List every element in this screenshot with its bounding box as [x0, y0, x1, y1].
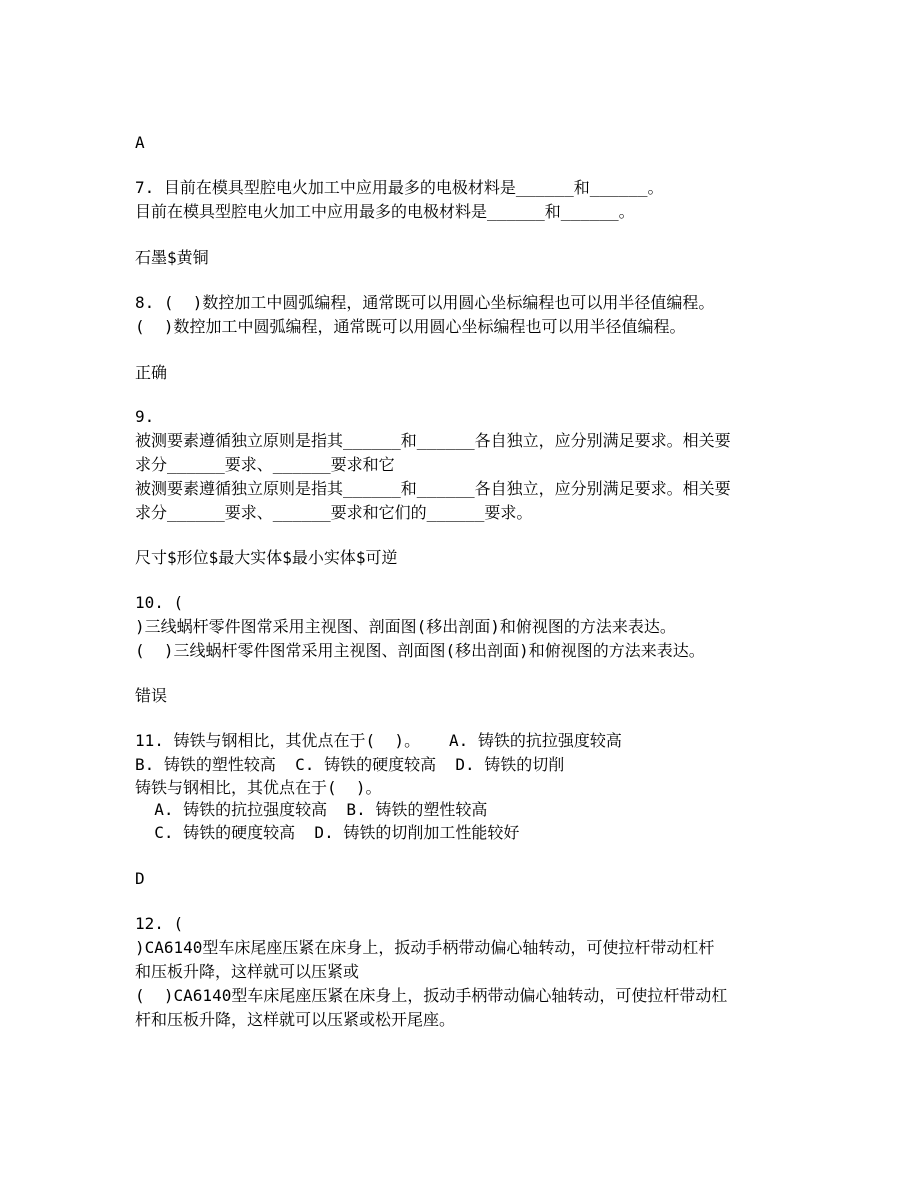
question-11-title-line2: B. 铸铁的塑性较高 C. 铸铁的硬度较高 D. 铸铁的切削	[135, 755, 565, 774]
answer-6: A	[135, 133, 145, 152]
question-8-title: 8. ( )数控加工中圆弧编程，通常既可以用圆心坐标编程也可以用半径值编程。	[135, 293, 715, 312]
answer-9: 尺寸$形位$最大实体$最小实体$可逆	[135, 548, 398, 567]
question-10-text: ( )三线蜗杆零件图常采用主视图、剖面图(移出剖面)和俯视图的方法来表达。	[135, 641, 705, 660]
question-9-text-line2: 求分______要求、______要求和它们的______要求。	[135, 503, 533, 522]
answer-7: 石墨$黄铜	[135, 248, 209, 267]
question-10-number: 10. (	[135, 593, 184, 612]
question-12-title-line2: 和压板升降，这样就可以压紧或	[135, 962, 360, 981]
question-7-title: 7. 目前在模具型腔电火加工中应用最多的电极材料是______和______。	[135, 178, 664, 197]
question-11-options-cd: C. 铸铁的硬度较高 D. 铸铁的切削加工性能较好	[135, 823, 520, 842]
answer-10: 错误	[135, 686, 168, 705]
answer-11: D	[135, 869, 145, 888]
question-12-title-line1: )CA6140型车床尾座压紧在床身上，扳动手柄带动偏心轴转动，可使拉杆带动杠杆	[135, 938, 715, 957]
answer-8: 正确	[135, 363, 168, 382]
question-9-number: 9.	[135, 407, 155, 426]
question-12-number: 12. (	[135, 914, 184, 933]
question-11-title-line1: 11. 铸铁与钢相比，其优点在于( )。 A. 铸铁的抗拉强度较高	[135, 731, 622, 750]
question-11-text: 铸铁与钢相比，其优点在于( )。	[135, 778, 382, 797]
question-8-text: ( )数控加工中圆弧编程，通常既可以用圆心坐标编程也可以用半径值编程。	[135, 317, 686, 336]
question-12-text-line2: 杆和压板升降，这样就可以压紧或松开尾座。	[135, 1010, 456, 1029]
question-12-text-line1: ( )CA6140型车床尾座压紧在床身上，扳动手柄带动偏心轴转动，可使拉杆带动杠	[135, 986, 728, 1005]
question-11-options-ab: A. 铸铁的抗拉强度较高 B. 铸铁的塑性较高	[135, 800, 488, 819]
question-7-text: 目前在模具型腔电火加工中应用最多的电极材料是______和______。	[135, 202, 635, 221]
question-9-title-line1: 被测要素遵循独立原则是指其______和______各自独立，应分别满足要求。相关要	[135, 431, 731, 450]
question-10-title: )三线蜗杆零件图常采用主视图、剖面图(移出剖面)和俯视图的方法来表达。	[135, 617, 676, 636]
question-9-text-line1: 被测要素遵循独立原则是指其______和______各自独立，应分别满足要求。相关要	[135, 479, 731, 498]
question-9-title-line2: 求分______要求、______要求和它	[135, 455, 395, 474]
